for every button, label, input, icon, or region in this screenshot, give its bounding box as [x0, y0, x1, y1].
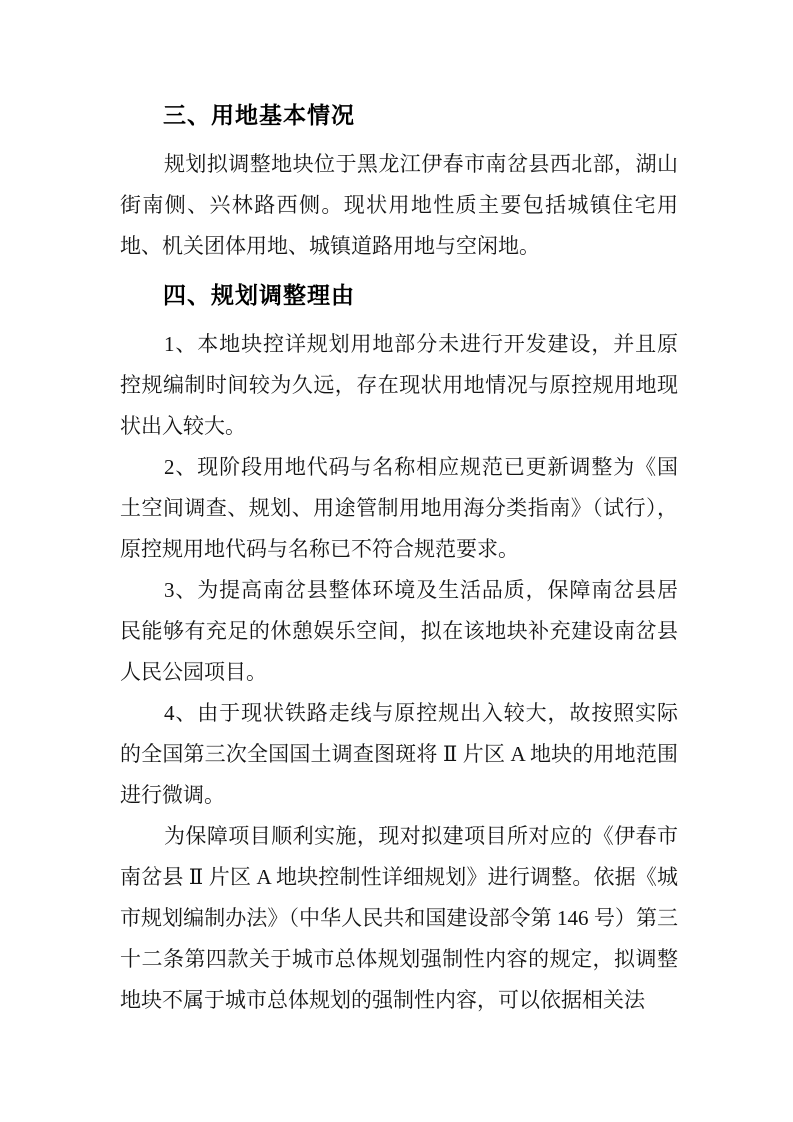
- paragraph-implementation-basis: 为保障项目顺利实施，现对拟建项目所对应的《伊春市南岔县 Ⅱ 片区 A 地块控制性详细规划》进行调整。依据《城市规划编制办法》（中华人民共和国建设部令第 146 号）第三十二条第四款关于城市总体规划强制性内容的规定，拟调整地块不属于城市总体规划的强制性内容，可以依据相关法: [120, 824, 678, 1012]
- section-heading-land-basic-situation: 三、用地基本情况: [163, 102, 355, 128]
- paragraph-reason-1: 1、本地块控详规划用地部分未进行开发建设，并且原控规编制时间较为久远，存在现状用地情况与原控规用地现状出入较大。: [120, 332, 678, 438]
- paragraph-reason-3: 3、为提高南岔县整体环境及生活品质，保障南岔县居民能够有充足的休憩娱乐空间，拟在该地块补充建设南岔县人民公园项目。: [120, 578, 678, 684]
- paragraph-reason-4: 4、由于现状铁路走线与原控规出入较大，故按照实际的全国第三次全国国土调查图斑将 Ⅱ 片区 A 地块的用地范围进行微调。: [120, 701, 678, 807]
- document-content: [120, 95, 678, 1021]
- paragraph-reason-2: 2、现阶段用地代码与名称相应规范已更新调整为《国土空间调查、规划、用途管制用地用海分类指南》（试行），原控规用地代码与名称已不符合规范要求。: [120, 455, 678, 561]
- paragraph-land-overview: 规划拟调整地块位于黑龙江伊春市南岔县西北部，湖山街南侧、兴林路西侧。现状用地性质主要包括城镇住宅用地、机关团体用地、城镇道路用地与空闲地。: [120, 152, 678, 258]
- section-heading-adjustment-reasons: 四、规划调整理由: [163, 282, 355, 308]
